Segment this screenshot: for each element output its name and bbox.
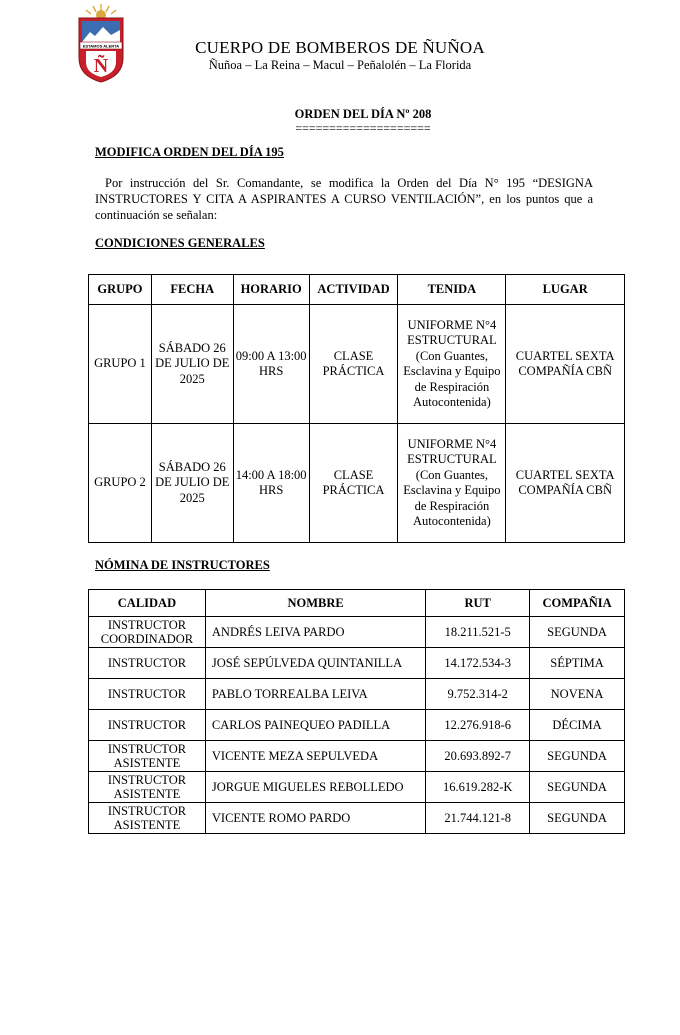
cell-actividad: CLASE PRÁCTICA	[309, 424, 398, 543]
cell-compania: SEGUNDA	[530, 772, 625, 803]
cell-tenida: UNIFORME N°4 ESTRUCTURAL (Con Guantes, Esclavina y Equipo de Respiración Autocontenida)	[398, 305, 506, 424]
cell-compania: DÉCIMA	[530, 710, 625, 741]
table-header-row	[89, 275, 625, 305]
cell-rut: 20.693.892-7	[426, 741, 530, 772]
cell-nombre: VICENTE MEZA SEPULVEDA	[205, 741, 425, 772]
cell-nombre: JORGUE MIGUELES REBOLLEDO	[205, 772, 425, 803]
cell-nombre: JOSÉ SEPÚLVEDA QUINTANILLA	[205, 648, 425, 679]
table-row	[89, 803, 625, 834]
cell-lugar: CUARTEL SEXTA COMPAÑÍA CBÑ	[506, 424, 625, 543]
order-title-rule: ====================	[295, 121, 431, 135]
cell-actividad: CLASE PRÁCTICA	[309, 305, 398, 424]
column-header-lugar: LUGAR	[506, 275, 625, 305]
cell-compania: SÉPTIMA	[530, 648, 625, 679]
cell-horario: 14:00 A 18:00 HRS	[233, 424, 309, 543]
cell-compania: NOVENA	[530, 679, 625, 710]
cell-tenida: UNIFORME N°4 ESTRUCTURAL (Con Guantes, Esclavina y Equipo de Respiración Autocontenida)	[398, 424, 506, 543]
cell-grupo: GRUPO 2	[89, 424, 152, 543]
instruction-paragraph: Por instrucción del Sr. Comandante, se modifica la Orden del Día N° 195 “DESIGNA INSTRUCTORES Y CITA A ASPIRANTES A CURSO VENTILACIÓN”, en los puntos que a continuación se señalan:	[95, 176, 593, 222]
column-header-rut: RUT	[426, 590, 530, 617]
column-header-actividad: ACTIVIDAD	[309, 275, 398, 305]
cell-compania: SEGUNDA	[530, 803, 625, 834]
table-row	[89, 741, 625, 772]
section-heading-nomina: NÓMINA DE INSTRUCTORES	[95, 558, 270, 572]
cell-calidad: INSTRUCTOR ASISTENTE	[89, 803, 206, 834]
column-header-grupo: GRUPO	[89, 275, 152, 305]
column-header-fecha: FECHA	[151, 275, 233, 305]
cell-lugar: CUARTEL SEXTA COMPAÑÍA CBÑ	[506, 305, 625, 424]
cell-rut: 16.619.282-K	[426, 772, 530, 803]
column-header-compania: COMPAÑIA	[530, 590, 625, 617]
cell-grupo: GRUPO 1	[89, 305, 152, 424]
organization-name: CUERPO DE BOMBEROS DE ÑUÑOA	[195, 38, 485, 57]
table-header-row	[89, 590, 625, 617]
cell-rut: 21.744.121-8	[426, 803, 530, 834]
cell-compania: SEGUNDA	[530, 741, 625, 772]
order-title: ORDEN DEL DÍA Nº 208	[294, 107, 432, 121]
organization-communes: Ñuñoa – La Reina – Macul – Peñalolén – La Florida	[208, 58, 472, 72]
fire-department-crest-logo	[76, 2, 126, 84]
cell-horario: 09:00 A 13:00 HRS	[233, 305, 309, 424]
table-row	[89, 710, 625, 741]
column-header-nombre: NOMBRE	[205, 590, 425, 617]
column-header-tenida: TENIDA	[398, 275, 506, 305]
cell-calidad: INSTRUCTOR	[89, 648, 206, 679]
cell-calidad: INSTRUCTOR ASISTENTE	[89, 741, 206, 772]
crest-letter: Ñ	[93, 55, 109, 77]
cell-nombre: ANDRÉS LEIVA PARDO	[205, 617, 425, 648]
cell-nombre: VICENTE ROMO PARDO	[205, 803, 425, 834]
table-row	[89, 424, 625, 543]
cell-calidad: INSTRUCTOR	[89, 679, 206, 710]
column-header-horario: HORARIO	[233, 275, 309, 305]
cell-rut: 12.276.918-6	[426, 710, 530, 741]
cell-nombre: PABLO TORREALBA LEIVA	[205, 679, 425, 710]
crest-motto: ESTAMOS ALERTA	[82, 43, 120, 49]
cell-rut: 9.752.314-2	[426, 679, 530, 710]
cell-compania: SEGUNDA	[530, 617, 625, 648]
cell-calidad: INSTRUCTOR COORDINADOR	[89, 617, 206, 648]
cell-rut: 18.211.521-5	[426, 617, 530, 648]
table-row	[89, 648, 625, 679]
cell-rut: 14.172.534-3	[426, 648, 530, 679]
table-row	[89, 617, 625, 648]
general-conditions-table	[88, 274, 625, 543]
section-heading-condiciones: CONDICIONES GENERALES	[95, 236, 265, 250]
cell-fecha: SÁBADO 26 DE JULIO DE 2025	[151, 424, 233, 543]
table-row	[89, 772, 625, 803]
instructors-table	[88, 589, 625, 834]
table-row	[89, 305, 625, 424]
section-heading-modifica: MODIFICA ORDEN DEL DÍA 195	[95, 145, 284, 159]
cell-calidad: INSTRUCTOR	[89, 710, 206, 741]
column-header-calidad: CALIDAD	[89, 590, 206, 617]
cell-calidad: INSTRUCTOR ASISTENTE	[89, 772, 206, 803]
cell-fecha: SÁBADO 26 DE JULIO DE 2025	[151, 305, 233, 424]
table-row	[89, 679, 625, 710]
cell-nombre: CARLOS PAINEQUEO PADILLA	[205, 710, 425, 741]
